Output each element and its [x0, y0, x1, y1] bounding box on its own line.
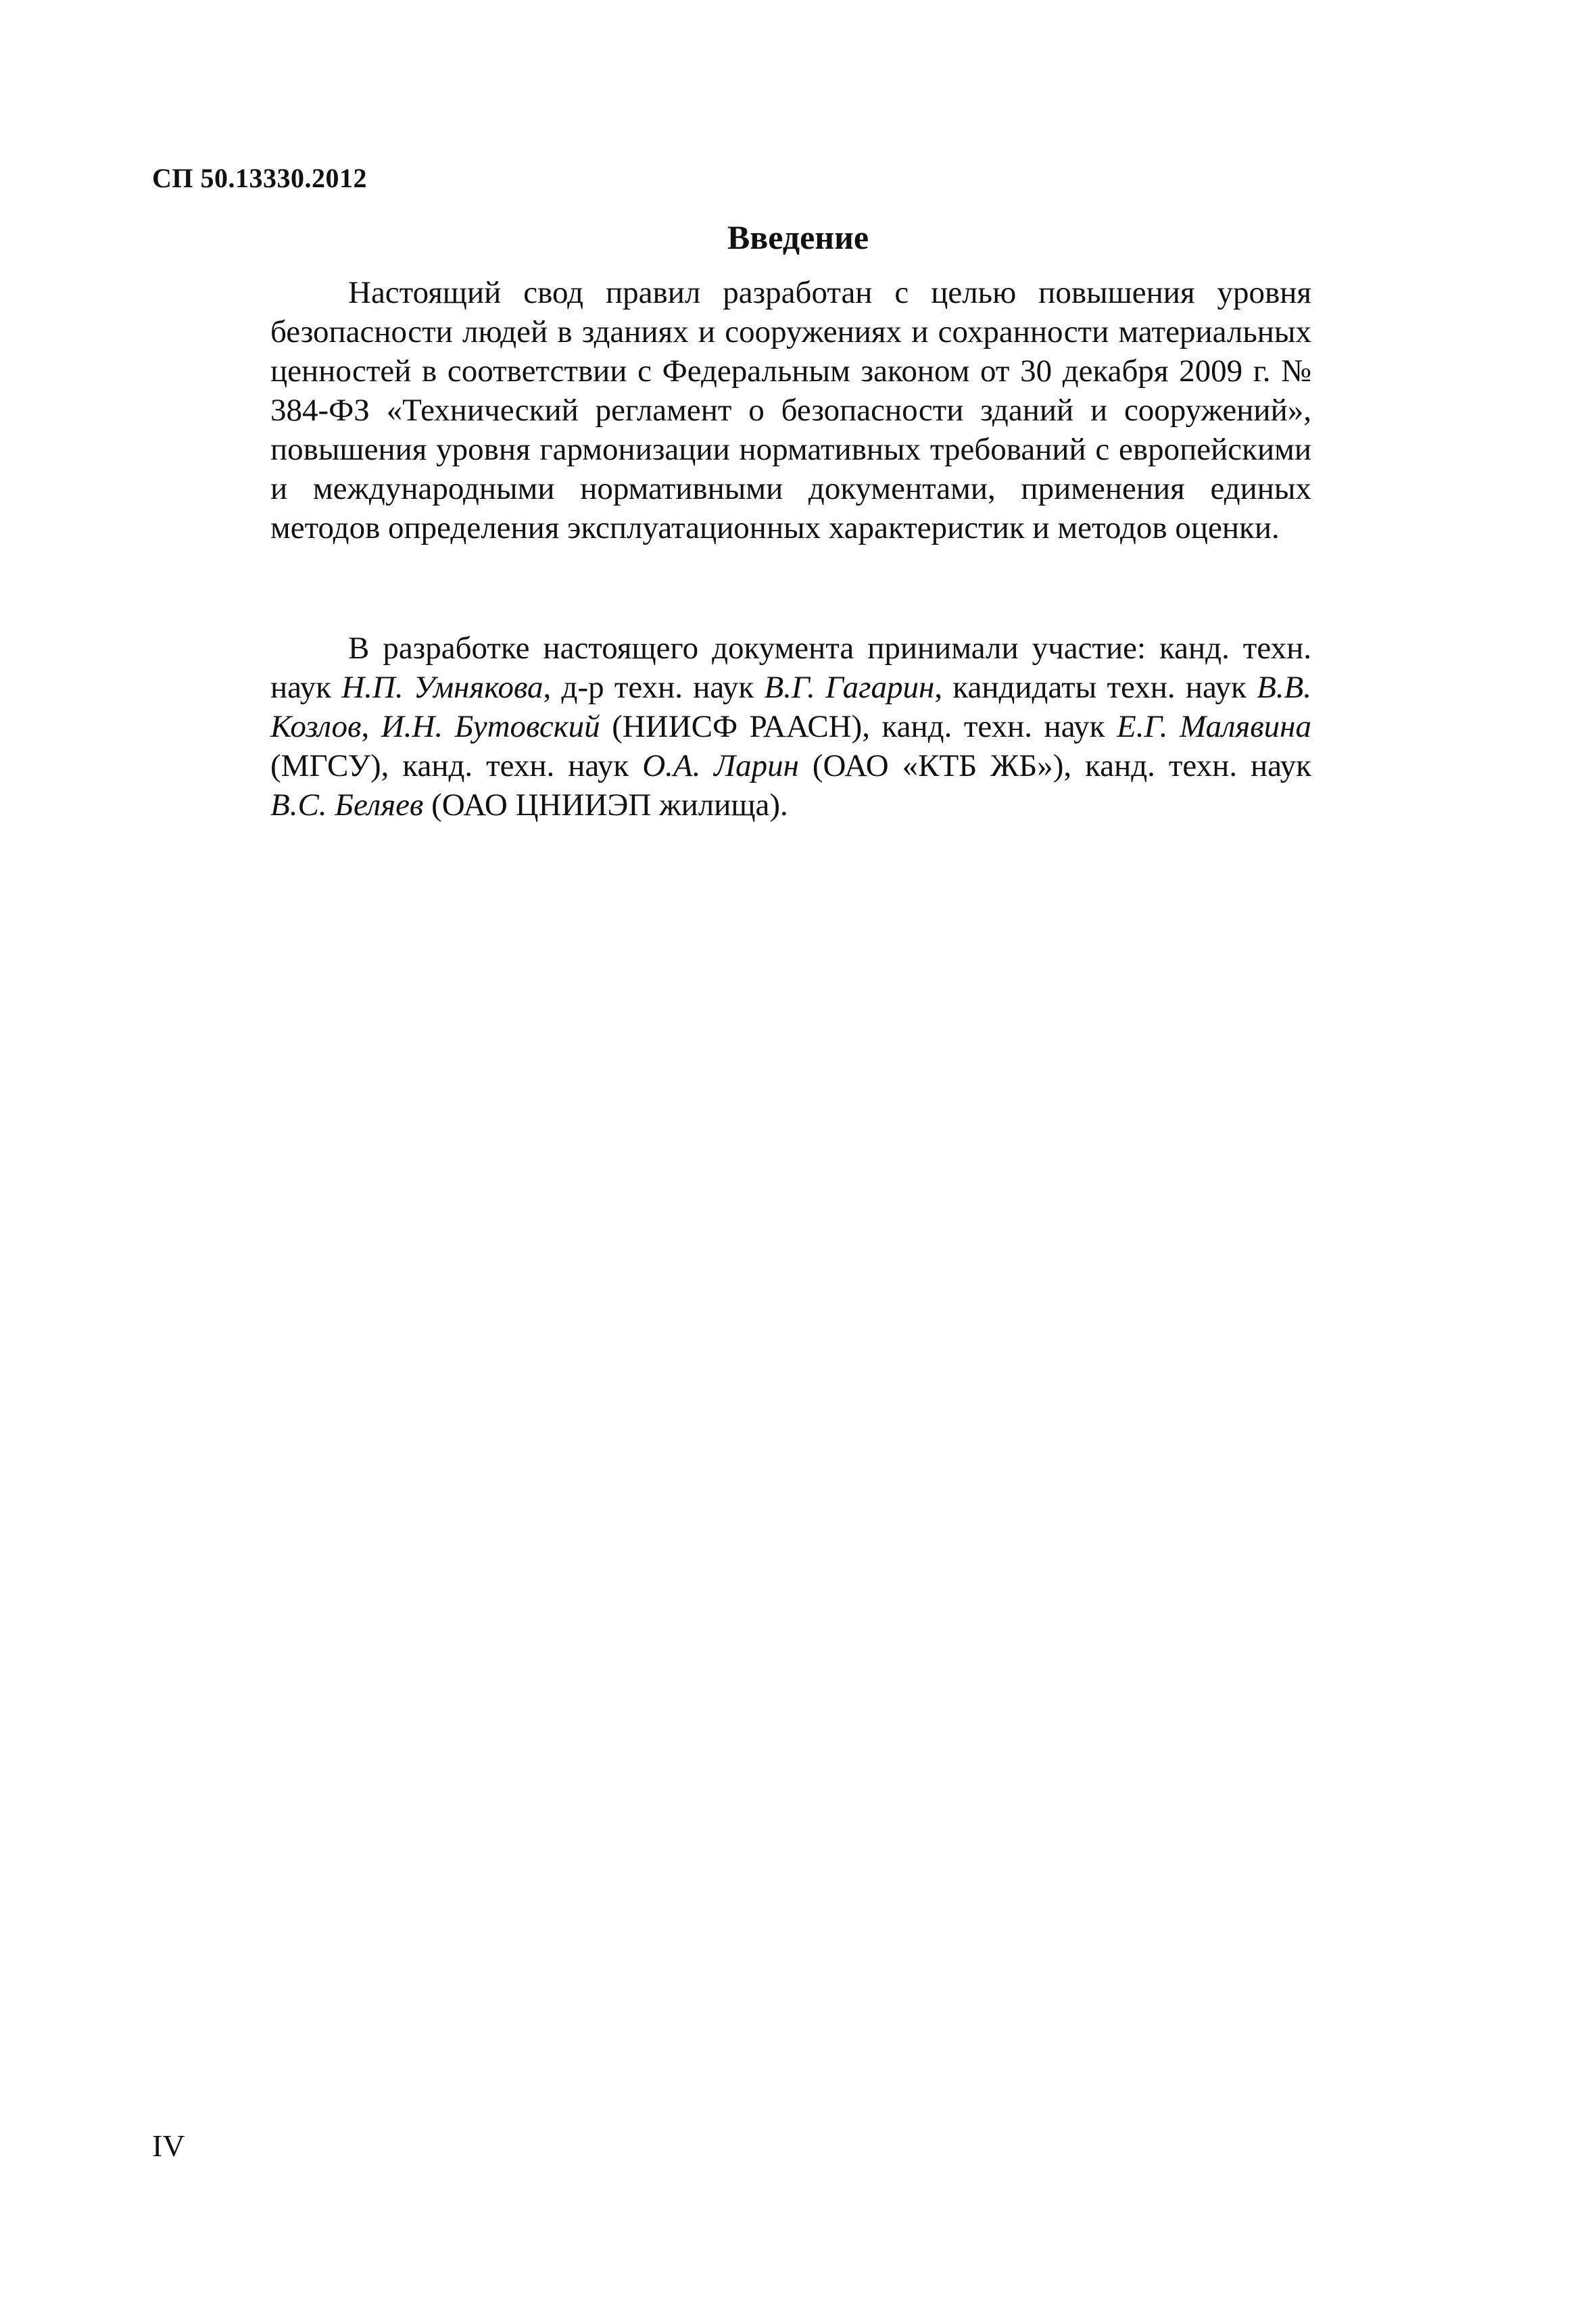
contributors-paragraph	[270, 629, 1311, 825]
contributors-text: , д-р техн. наук	[543, 670, 765, 705]
contributors-text: (ОАО ЦНИИЭП жилища).	[423, 787, 788, 823]
contributor-name: В.В. Козлов	[270, 670, 1311, 744]
page-number: IV	[152, 2128, 185, 2163]
contributors-text: (НИИСФ РААСН), канд. техн. наук	[600, 709, 1117, 744]
contributor-name: Е.Г. Малявина	[1117, 709, 1311, 744]
contributors-text: ,	[361, 709, 381, 744]
contributors-text: , кандидаты техн. наук	[934, 670, 1257, 705]
contributors-text: (ОАО «КТБ ЖБ»), канд. техн. наук	[798, 748, 1311, 783]
section-title: Введение	[727, 218, 869, 256]
contributor-name: В.С. Беляев	[270, 787, 424, 823]
contributor-name: Н.П. Умнякова	[341, 670, 543, 705]
intro-paragraph: Настоящий свод правил разработан с целью повышения уровня безопасности людей в зданиях и сооружениях и сохранности материальных ценностей в соответствии с Федеральным законом от 30 декабря 2009 г. № 384-ФЗ «Технический регламент о безопасности зданий и сооружений», повышения уровня гармонизации нормативных требований с европейскими и международными нормативными документами, применения единых методов определения эксплуатационных характеристик и методов оценки.	[270, 275, 1311, 545]
contributor-name: И.Н. Бутовский	[381, 709, 600, 744]
contributor-name: О.А. Ларин	[642, 748, 799, 783]
contributor-name: В.Г. Гагарин	[764, 670, 935, 705]
contributors-text: В разработке настоящего документа принимали участие: канд. техн. наук	[270, 631, 1311, 705]
document-code: СП 50.13330.2012	[152, 163, 367, 193]
contributors-text: (МГСУ), канд. техн. наук	[270, 748, 643, 783]
